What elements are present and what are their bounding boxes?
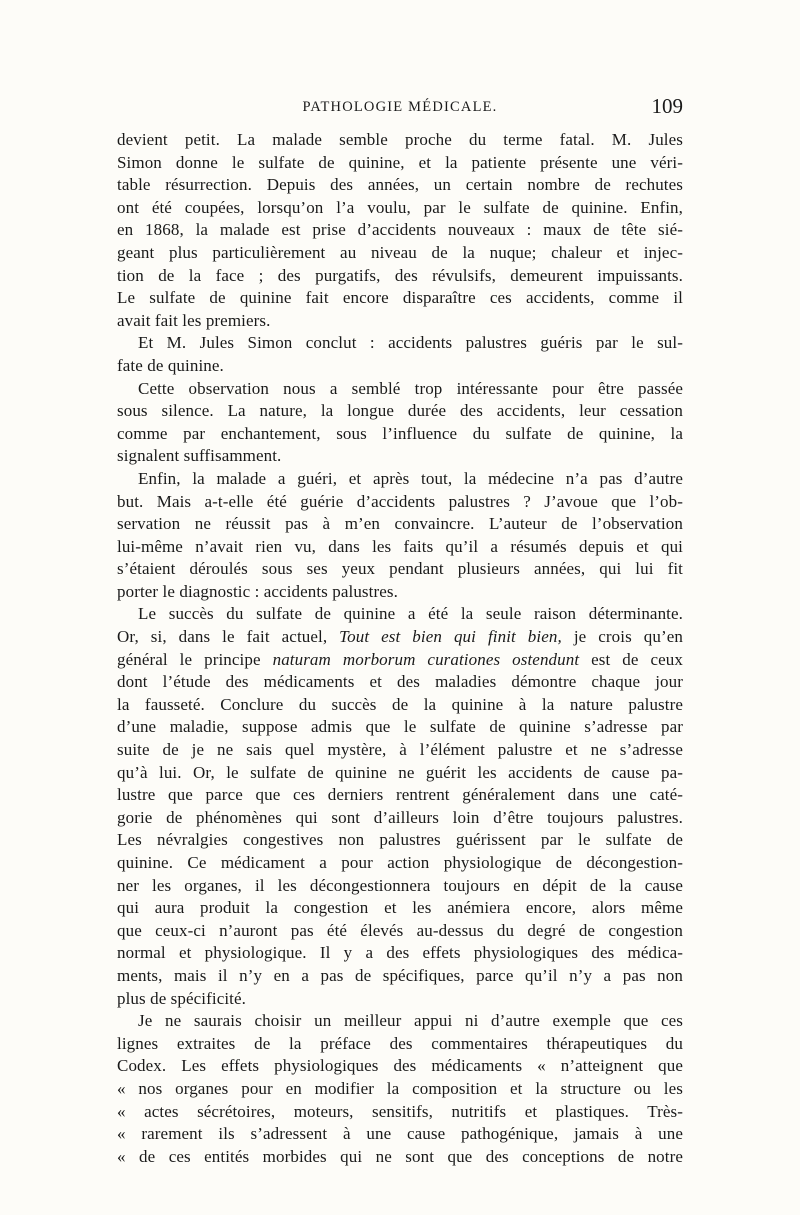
italic-phrase: Tout est bien qui finit bien, xyxy=(339,627,562,647)
text-line: gorie de phénomènes qui sont d’ailleurs loin d’être toujours palustres. xyxy=(117,807,683,827)
text-line: dont l’étude des médicaments et des maladies démontre chaque jour xyxy=(117,672,683,692)
text-line: quinine. Ce médicament a pour action physiologique de décongestion- xyxy=(117,853,683,872)
text-line: ont été coupées, lorsqu’on l’a voulu, par le sulfate de quinine. Enfin, xyxy=(117,197,683,217)
text-line: Simon donne le sulfate de quinine, et la patiente présente une véri- xyxy=(117,152,683,172)
text-line: ner les organes, il les décongestionnera toujours en dépit de la cause xyxy=(117,875,683,895)
text-line: avait fait les premiers. xyxy=(117,310,271,330)
italic-phrase: naturam morborum curationes ostendunt xyxy=(272,649,580,669)
text-line: lui-même n’avait rien vu, dans les faits qu’il a résumés depuis et qui xyxy=(117,536,683,556)
text-line: geant plus particulièrement au niveau de la nuque; chaleur et injec- xyxy=(117,242,683,262)
text-line: but. Mais a-t-elle été guérie d’accidents palustres ? J’avoue que l’ob- xyxy=(117,491,683,511)
text-line: signalent suffisamment. xyxy=(117,446,282,466)
text-line: d’une maladie, suppose admis que le sulfate de quinine s’adresse par xyxy=(117,717,683,737)
text-line: ments, mais il n’y en a pas de spécifiques, parce qu’il n’y a pas non xyxy=(117,965,683,985)
text-segment: général le principe xyxy=(117,649,273,669)
page-header xyxy=(117,94,683,123)
text-line: porter le diagnostic : accidents palustres. xyxy=(117,581,398,601)
running-title: PATHOLOGIE MÉDICALE. xyxy=(302,99,498,115)
text-line: Le sulfate de quinine fait encore disparaître ces accidents, comme il xyxy=(117,288,683,308)
text-line: tion de la face ; des purgatifs, des révulsifs, demeurent impuissants. xyxy=(117,265,683,285)
text-line: lignes extraites de la préface des commentaires thérapeutiques du xyxy=(117,1033,683,1053)
text-line: Enfin, la malade a guéri, et après tout, la médecine n’a pas d’autre xyxy=(138,468,683,488)
text-line: suite de je ne sais quel mystère, à l’élément palustre et ne s’adresse xyxy=(117,740,683,760)
text-line: Les névralgies congestives non palustres guérissent par le sulfate de xyxy=(117,830,683,850)
text-line: « nos organes pour en modifier la composition et la structure ou les xyxy=(117,1078,683,1098)
text-line: sous silence. La nature, la longue durée des accidents, leur cessation xyxy=(117,401,683,421)
text-line xyxy=(117,649,683,672)
text-segment: je crois qu’en xyxy=(561,627,683,647)
text-line: comme par enchantement, sous l’influence du sulfate de quinine, la xyxy=(117,423,683,443)
text-line: lustre que parce que ces derniers rentrent généralement dans une caté- xyxy=(117,785,683,805)
text-segment: est de ceux xyxy=(579,649,683,669)
text-line: en 1868, la malade est prise d’accidents nouveaux : maux de tête sié- xyxy=(117,220,683,240)
text-line: qui aura produit la congestion et les anémiera encore, alors même xyxy=(117,898,683,918)
text-line: devient petit. La malade semble proche du terme fatal. M. Jules xyxy=(117,130,683,149)
text-line xyxy=(117,626,683,649)
text-line: qu’à lui. Or, le sulfate de quinine ne guérit les accidents de cause pa- xyxy=(117,762,683,782)
text-line: « de ces entités morbides qui ne sont que des conceptions de notre xyxy=(117,1146,683,1166)
body-text xyxy=(117,129,683,1168)
text-line: s’étaient déroulés sous ses yeux pendant plusieurs années, qui lui fit xyxy=(117,559,683,579)
text-line: que ceux-ci n’auront pas été élevés au-dessus du degré de congestion xyxy=(117,920,683,940)
text-line: Je ne saurais choisir un meilleur appui ni d’autre exemple que ces xyxy=(138,1011,683,1031)
text-line: fate de quinine. xyxy=(117,355,224,375)
text-line: normal et physiologique. Il y a des effets physiologiques des médica- xyxy=(117,943,683,963)
text-line: la fausseté. Conclure du succès de la quinine à la nature palustre xyxy=(117,694,683,714)
text-line: plus de spécificité. xyxy=(117,988,246,1008)
text-line: servation ne réussit pas à m’en convaincre. L’auteur de l’observation xyxy=(117,514,683,534)
text-line: « actes sécrétoires, moteurs, sensitifs, nutritifs et plastiques. Très- xyxy=(117,1101,683,1121)
text-line: « rarement ils s’adressent à une cause pathogénique, jamais à une xyxy=(117,1124,683,1144)
text-line: Codex. Les effets physiologiques des médicaments « n’atteignent que xyxy=(117,1056,683,1076)
text-line: Cette observation nous a semblé trop intéressante pour être passée xyxy=(138,378,683,398)
text-line: table résurrection. Depuis des années, un certain nombre de rechutes xyxy=(117,175,683,195)
page-number: 109 xyxy=(651,94,683,118)
text-segment: Or, si, dans le fait actuel, xyxy=(117,627,340,647)
text-line: Et M. Jules Simon conclut : accidents palustres guéris par le sul- xyxy=(138,333,683,353)
text-line: Le succès du sulfate de quinine a été la seule raison déterminante. xyxy=(138,604,683,624)
